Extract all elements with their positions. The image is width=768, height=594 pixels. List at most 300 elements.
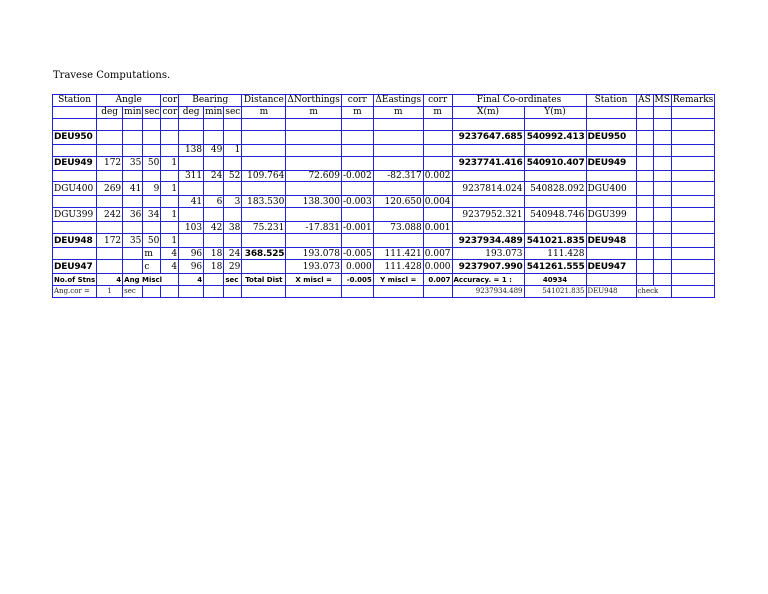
bearing-deg: 138	[179, 144, 204, 156]
cell	[242, 182, 286, 196]
x-coord: 9237934.489	[452, 234, 524, 248]
cell	[179, 208, 204, 222]
y-coord: 540910.407	[524, 156, 586, 170]
corr-northings: -0.003	[342, 196, 372, 207]
cell	[97, 196, 123, 208]
cell	[53, 248, 97, 260]
sum-corr-eastings: 0.007	[424, 248, 451, 259]
cell	[452, 118, 524, 130]
computed-label: c	[143, 260, 161, 274]
y-misclosure: 0.007	[423, 274, 452, 286]
corr-northings-check: 0.000	[341, 260, 373, 274]
station-name: DEU950	[53, 130, 97, 144]
angle-deg: 172	[97, 156, 123, 170]
cell	[143, 130, 161, 144]
cell	[671, 196, 714, 208]
remark-check: check	[636, 286, 671, 298]
cell	[586, 248, 636, 260]
cell	[242, 118, 286, 130]
cell	[123, 144, 143, 156]
cell	[123, 196, 143, 208]
cell	[143, 144, 161, 156]
cell	[242, 234, 286, 248]
cell	[636, 248, 653, 260]
station-name: DEU947	[53, 260, 97, 274]
x-coord: 9237741.416	[452, 156, 524, 170]
cell	[242, 144, 286, 156]
bearing-min: 6	[204, 196, 224, 208]
cell	[204, 208, 224, 222]
cell	[161, 144, 179, 156]
angle-min: 35	[123, 156, 143, 170]
bearing-deg: 96	[179, 260, 204, 274]
cell	[242, 130, 286, 144]
cell	[242, 286, 286, 298]
cell	[452, 222, 524, 234]
cell	[53, 222, 97, 234]
cell	[224, 118, 242, 130]
cell	[636, 130, 653, 144]
cell	[653, 196, 671, 208]
cell	[636, 170, 653, 182]
cell	[161, 286, 179, 298]
cell	[671, 260, 714, 274]
distance: 183.530	[242, 196, 286, 208]
cell	[373, 208, 423, 222]
hdr-corr-e-unit: m	[423, 106, 452, 118]
corr-eastings: 0.004	[424, 196, 451, 207]
cell	[341, 286, 373, 298]
cell	[179, 182, 204, 196]
cell	[242, 156, 286, 170]
cell	[204, 274, 224, 286]
cell	[341, 182, 373, 196]
delta-eastings: 73.088	[373, 222, 423, 234]
cell	[123, 248, 143, 260]
bearing-deg: 96	[179, 248, 204, 260]
cell	[373, 286, 423, 298]
cell	[653, 274, 671, 286]
hdr-corr-e: corr	[423, 95, 452, 107]
angle-deg: 172	[97, 234, 123, 248]
cell	[224, 208, 242, 222]
hdr-corr-n: corr	[341, 95, 373, 107]
cell	[671, 156, 714, 170]
station-name-2: DGU400	[586, 182, 636, 196]
leg-row	[53, 222, 715, 234]
bearing-sec: 38	[224, 222, 242, 234]
cell	[123, 260, 143, 274]
cell	[179, 130, 204, 144]
cell	[653, 156, 671, 170]
cell	[286, 182, 342, 196]
cell	[653, 222, 671, 234]
hdr-y: Y(m)	[524, 106, 586, 118]
cell	[204, 182, 224, 196]
bearing-sec: 29	[224, 260, 242, 274]
cell	[671, 130, 714, 144]
cell	[53, 106, 97, 118]
cell	[341, 234, 373, 248]
cell	[161, 170, 179, 182]
cell	[636, 260, 653, 274]
cell	[242, 260, 286, 274]
bearing-sec: 52	[224, 170, 242, 182]
bearing-min: 24	[204, 170, 224, 182]
cell	[204, 118, 224, 130]
x-coord: 9237814.024	[452, 182, 524, 196]
delta-northings: 72.609	[286, 170, 342, 182]
cell	[653, 248, 671, 260]
cell	[97, 118, 123, 130]
cell	[423, 286, 452, 298]
y-misclosure-label: Y miscl =	[373, 274, 423, 286]
bearing-deg: 41	[179, 196, 204, 208]
cell	[671, 170, 714, 182]
cell	[341, 208, 373, 222]
cell	[204, 286, 224, 298]
cell	[671, 144, 714, 156]
measured-cor: 4	[161, 248, 179, 260]
stations-count-label: No.of Stns	[54, 275, 96, 284]
hdr-bearing-min: min	[205, 107, 223, 118]
hdr-dnorthings: ΔNorthings	[287, 95, 340, 106]
hdr-station-2: Station	[586, 95, 636, 107]
angular-misclosure-label: Ang Miscl	[123, 274, 179, 286]
bearing-min: 42	[204, 222, 224, 234]
cell	[653, 182, 671, 196]
angle-sec: 50	[143, 156, 161, 170]
cell	[224, 156, 242, 170]
cell	[423, 182, 452, 196]
cell	[653, 234, 671, 248]
cell	[671, 118, 714, 130]
station-name: DGU400	[53, 182, 97, 196]
delta-northings: -17.831	[286, 222, 342, 234]
cell	[452, 196, 524, 208]
y-coord: 540828.092	[524, 182, 586, 196]
hdr-distance-unit: m	[242, 106, 286, 118]
cell	[636, 106, 653, 118]
cell	[524, 222, 586, 234]
angle-sec: 9	[143, 182, 161, 196]
hdr-bearing-sec: sec	[225, 107, 241, 118]
traverse-table	[52, 94, 715, 298]
cell	[224, 234, 242, 248]
cell	[97, 144, 123, 156]
angle-deg: 269	[97, 182, 123, 196]
stations-count: 4	[97, 274, 123, 286]
cell	[341, 130, 373, 144]
bearing-min: 49	[204, 144, 224, 156]
cell	[653, 260, 671, 274]
cell	[671, 286, 714, 298]
angle-min: 36	[123, 208, 143, 222]
cell	[179, 286, 204, 298]
x-coord: 9237907.990	[452, 260, 524, 274]
cell	[423, 130, 452, 144]
corr-northings: -0.001	[342, 222, 372, 233]
cell	[341, 156, 373, 170]
cell	[671, 274, 714, 286]
check-row	[53, 286, 715, 298]
cell	[671, 106, 714, 118]
corrected-delta-northings: 193.073	[286, 260, 342, 274]
hdr-angle-min: min	[124, 107, 142, 118]
cell	[123, 222, 143, 234]
station-name: DEU948	[53, 234, 97, 248]
sum-delta-northings: 193.078	[286, 248, 342, 260]
cell	[224, 130, 242, 144]
cell	[423, 118, 452, 130]
angle-cor: 1	[161, 182, 179, 196]
hdr-remarks: Remarks	[672, 95, 714, 106]
cell	[373, 156, 423, 170]
sum-corr-northings: -0.005	[342, 248, 372, 259]
cell	[653, 106, 671, 118]
cell	[341, 118, 373, 130]
leg-row	[53, 170, 715, 182]
blank-row	[53, 118, 715, 130]
angle-sec: 50	[143, 234, 161, 248]
cell	[671, 208, 714, 222]
cell	[341, 144, 373, 156]
station-name: DGU399	[53, 208, 97, 222]
cell	[636, 182, 653, 196]
cell	[586, 106, 636, 118]
bearing-min: 18	[204, 248, 224, 260]
bearing-sec: 24	[224, 248, 242, 260]
station-name: DEU949	[53, 156, 97, 170]
station-row	[53, 156, 715, 170]
corr-eastings-check: 0.000	[424, 261, 451, 272]
delta-eastings: 120.650	[373, 196, 423, 208]
station-row	[53, 208, 715, 222]
accuracy-value: 40934	[524, 274, 586, 286]
cell	[653, 170, 671, 182]
angular-misclosure: 4	[179, 274, 204, 286]
hdr-deastings: ΔEastings	[373, 95, 423, 107]
cell	[524, 196, 586, 208]
station-row	[53, 182, 715, 196]
cell	[452, 170, 524, 182]
station-name-2: DEU950	[586, 130, 636, 144]
cell	[452, 144, 524, 156]
x-misclosure-label: X miscl =	[286, 274, 342, 286]
hdr-bearing-deg: deg	[179, 106, 204, 118]
cell	[423, 144, 452, 156]
page-title: Travese Computations.	[53, 70, 171, 81]
cell	[179, 234, 204, 248]
station-name-2: DEU948	[586, 234, 636, 248]
hdr-angle-deg: deg	[97, 106, 123, 118]
cell	[636, 118, 653, 130]
angle-correction-unit: sec	[123, 286, 143, 298]
cell	[123, 130, 143, 144]
sum-delta-eastings: 111.421	[373, 248, 423, 260]
cell	[653, 208, 671, 222]
cell	[97, 248, 123, 260]
bearing-min: 18	[204, 260, 224, 274]
cell	[224, 182, 242, 196]
cell	[161, 130, 179, 144]
cell	[143, 286, 161, 298]
distance: 109.764	[242, 170, 286, 182]
cell	[423, 208, 452, 222]
hdr-angle-sec: sec	[144, 107, 160, 118]
corr-eastings: 0.001	[424, 222, 451, 233]
cell	[97, 170, 123, 182]
cell	[123, 170, 143, 182]
cell	[373, 234, 423, 248]
bearing-deg: 311	[179, 170, 204, 182]
distance: 75.231	[242, 222, 286, 234]
diff-y: 111.428	[524, 248, 586, 260]
hdr-corr-n-unit: m	[341, 106, 373, 118]
cell	[586, 144, 636, 156]
cell	[671, 182, 714, 196]
angle-min: 35	[123, 234, 143, 248]
angle-cor: 1	[161, 234, 179, 248]
angle-min: 41	[123, 182, 143, 196]
hdr-angle: Angle	[97, 95, 161, 107]
bearing-sec: 3	[224, 196, 242, 208]
bearing-sec: 1	[224, 144, 242, 156]
cell	[286, 208, 342, 222]
station-name-2: DEU947	[586, 260, 636, 274]
diff-x: 193.073	[452, 248, 524, 260]
cell	[373, 144, 423, 156]
cell	[636, 234, 653, 248]
hdr-x: X(m)	[452, 106, 524, 118]
cell	[671, 234, 714, 248]
delta-eastings: -82.317	[373, 170, 423, 182]
corr-northings: -0.002	[342, 171, 372, 181]
station-name-2: DGU399	[586, 208, 636, 222]
cell	[286, 118, 342, 130]
cell	[423, 234, 452, 248]
angular-misclosure-unit: sec	[224, 274, 242, 286]
angle-sec: 34	[143, 208, 161, 222]
cell	[524, 118, 586, 130]
hdr-de-unit: m	[373, 106, 423, 118]
leg-row	[53, 196, 715, 208]
delta-northings: 138.300	[286, 196, 342, 208]
corr-eastings: 0.002	[424, 171, 451, 181]
cell	[161, 222, 179, 234]
cell	[53, 170, 97, 182]
cell	[286, 156, 342, 170]
cell	[143, 196, 161, 208]
total-distance-label: Total Dist	[242, 274, 286, 286]
hdr-as: AS	[636, 95, 653, 107]
cell	[204, 130, 224, 144]
header-row-1	[53, 95, 715, 107]
cell	[423, 156, 452, 170]
cell	[636, 274, 653, 286]
cell	[143, 118, 161, 130]
hdr-bearing: Bearing	[179, 95, 242, 107]
x-coord: 9237647.685	[452, 130, 524, 144]
corrected-delta-eastings: 111.428	[373, 260, 423, 274]
cell	[373, 130, 423, 144]
cell	[524, 144, 586, 156]
y-coord: 541021.835	[524, 234, 586, 248]
header-row-2	[53, 106, 715, 118]
cell	[636, 196, 653, 208]
accuracy-label: Accuracy. = 1 :	[452, 274, 524, 286]
hdr-station: Station	[53, 95, 97, 107]
cell	[204, 234, 224, 248]
cell	[286, 130, 342, 144]
summary-row	[53, 274, 715, 286]
cell	[161, 118, 179, 130]
station-row	[53, 234, 715, 248]
cell	[97, 130, 123, 144]
cell	[53, 196, 97, 208]
bearing-row	[53, 144, 715, 156]
check-station: DEU948	[586, 286, 636, 298]
cell	[242, 208, 286, 222]
hdr-ms: MS	[654, 95, 670, 106]
cell	[586, 222, 636, 234]
computed-cor: 4	[161, 260, 179, 274]
cell	[636, 208, 653, 222]
total-distance: 368.525	[242, 248, 286, 260]
cell	[224, 286, 242, 298]
cell	[286, 286, 342, 298]
cell	[161, 196, 179, 208]
angle-cor: 1	[161, 156, 179, 170]
cell	[586, 118, 636, 130]
cell	[179, 156, 204, 170]
angle-correction-label: Ang.cor =	[53, 286, 97, 298]
cell	[53, 144, 97, 156]
cell	[286, 144, 342, 156]
cell	[653, 118, 671, 130]
cell	[373, 182, 423, 196]
measured-label: m	[143, 248, 161, 260]
cell	[373, 118, 423, 130]
hdr-distance: Distance	[242, 95, 286, 107]
cell	[97, 260, 123, 274]
cell	[286, 234, 342, 248]
y-coord: 540992.413	[524, 130, 586, 144]
angle-cor: 1	[161, 208, 179, 222]
cell	[204, 156, 224, 170]
cell	[586, 274, 636, 286]
hdr-dn-unit: m	[286, 106, 342, 118]
cell	[671, 222, 714, 234]
cell	[586, 196, 636, 208]
station-row	[53, 130, 715, 144]
cell	[586, 170, 636, 182]
cell	[143, 170, 161, 182]
cell	[636, 144, 653, 156]
x-coord: 9237952.321	[452, 208, 524, 222]
cell	[97, 222, 123, 234]
station-name-2: DEU949	[586, 156, 636, 170]
hdr-cor-unit: cor	[162, 107, 178, 118]
cell	[636, 222, 653, 234]
cell	[653, 144, 671, 156]
station-row	[53, 260, 715, 274]
y-coord: 540948.746	[524, 208, 586, 222]
cell	[123, 118, 143, 130]
cell	[671, 248, 714, 260]
check-x: 9237934.489	[452, 286, 524, 298]
cell	[143, 222, 161, 234]
